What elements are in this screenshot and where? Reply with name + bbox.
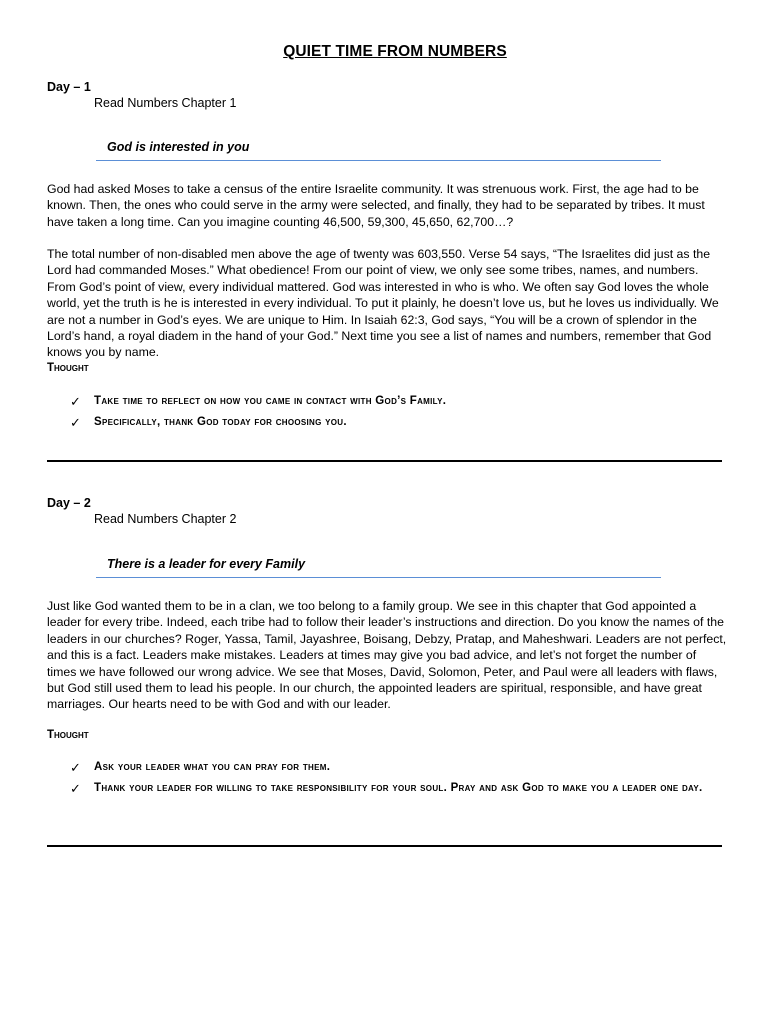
- day-1-label: Day – 1: [47, 80, 91, 94]
- day-2-thought-1: Ask your leader what you can pray for them.: [94, 761, 331, 773]
- day-2-label: Day – 2: [47, 496, 91, 510]
- day-2-paragraph-1: Just like God wanted them to be in a clan, we too belong to a family group. We see in this chapter that God appointed a leader for every tribe. Indeed, each tribe had to follow their leader’s instructions and direction. Do you know the names of the leaders in our churches? Roger, Yassa, Tamil, Jayashree, Boisang, Debzy, Pratap, and Maheshwari. Leaders are not perfect, and this is a fact. Leaders make mistakes. Leaders at times may give you bad advice, and let’s not forget the number of times we have followed our wrong advice. We see that Moses, David, Solomon, Peter, and Paul were all leaders with flaws, but God still used them to lead his people. In our church, the appointed leaders are spiritual, responsible, and have great marriages. Our hearts need to be with God and with our leader.: [47, 599, 727, 712]
- list-item: [70, 412, 710, 433]
- list-item: [70, 757, 710, 778]
- list-item: [70, 391, 710, 412]
- day-1-theme-rule: [96, 160, 661, 161]
- day-1-thought-2: Specifically, thank God today for choosing you.: [94, 416, 347, 428]
- day-1-reading: Read Numbers Chapter 1: [94, 96, 237, 110]
- day-2-thought-2: Thank your leader for willing to take responsibility for your soul. Pray and ask God to make you a leader one day.: [94, 782, 703, 794]
- day-1-theme: God is interested in you: [107, 140, 250, 154]
- list-item: [70, 778, 710, 799]
- section-divider: [47, 845, 722, 847]
- day-1-thought-list: [70, 391, 710, 433]
- day-2-thought-list: [70, 757, 710, 799]
- day-2-theme: There is a leader for every Family: [107, 557, 306, 571]
- section-divider: [47, 460, 722, 462]
- day-2-theme-rule: [96, 577, 661, 578]
- day-2-reading: Read Numbers Chapter 2: [94, 512, 237, 526]
- day-1-paragraph-2: The total number of non-disabled men above the age of twenty was 603,550. Verse 54 says, “The Israelites did just as the Lord had commanded Moses.” What obedience! From our point of view, we only see some tribes, names, and numbers. From God’s point of view, every individual mattered. God was interested in who is who. We often say God loves the whole world, yet the truth is he is interested in every individual. To put it plainly, he doesn’t love us, but he loves us individually. We are not a number in God’s eyes. We are unique to Him. In Isaiah 62:3, God says, “You will be a crown of splendor in the Lord’s hand, a royal diadem in the hand of your God.” Next time you see a list of names and numbers, remember that God knows you by name.: [47, 247, 719, 360]
- checkmark-icon: ✓: [70, 760, 82, 775]
- page-title: QUIET TIME FROM NUMBERS: [283, 43, 507, 60]
- checkmark-icon: ✓: [70, 781, 82, 796]
- day-1-thought-label: Thought: [47, 362, 89, 374]
- day-2-thought-label: Thought: [47, 729, 89, 741]
- checkmark-icon: ✓: [70, 394, 82, 409]
- day-1-paragraph-1: God had asked Moses to take a census of the entire Israelite community. It was strenuous work. First, the age had to be known. Then, the ones who could serve in the army were selected, and finally, they had to be separated by tribes. It must have taken a long time. Can you imagine counting 46,500, 59,300, 45,650, 62,700…?: [47, 182, 705, 229]
- checkmark-icon: ✓: [70, 415, 82, 430]
- day-1-thought-1: Take time to reflect on how you came in contact with God’s Family.: [94, 395, 447, 407]
